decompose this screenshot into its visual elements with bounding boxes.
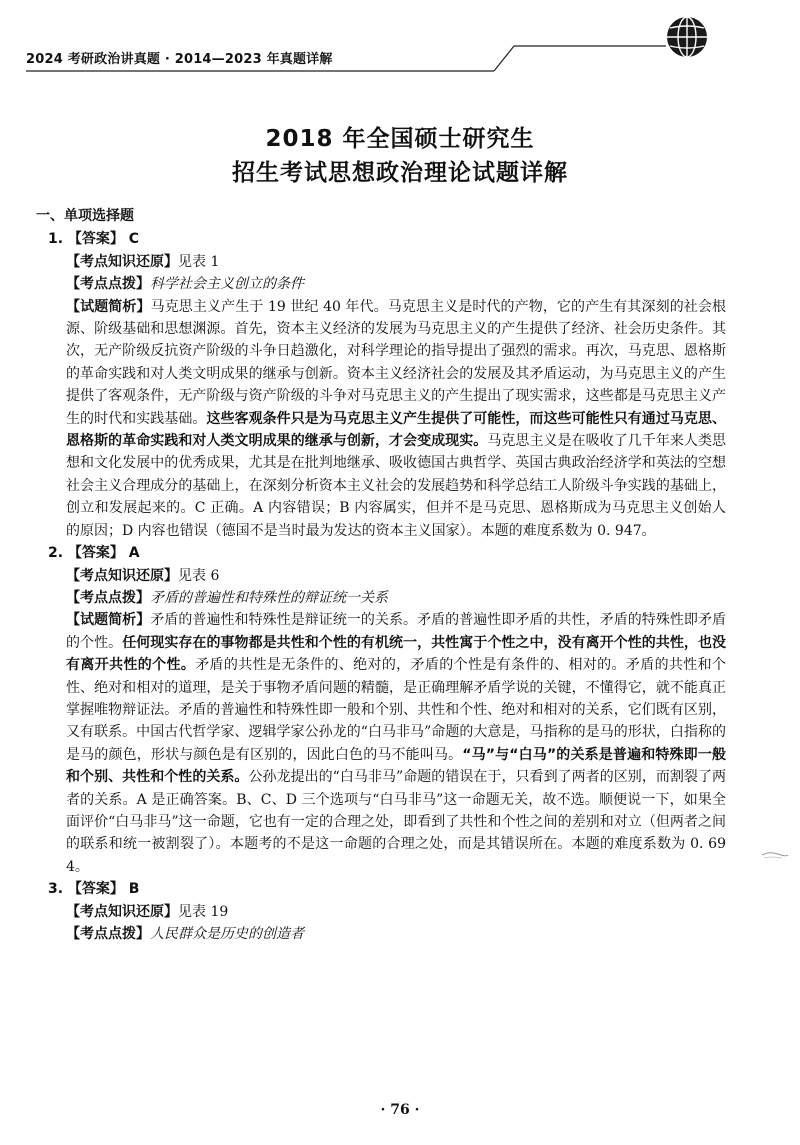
analysis-paragraph: [36, 296, 726, 542]
knowledge-line: [36, 251, 726, 273]
analysis-text: 矛盾的共性是无条件的、绝对的，矛盾的个性是有条件的、相对的。矛盾的共性和个性、绝对和相对的道理，是关于事物矛盾问题的精髓，是正确理解矛盾学说的关键，不懂得它，就不能真正掌握唯物辩证法。矛盾的普遍性和特殊性即一般和个别、共性和个性、绝对和相对的关系，它们既有区别，又有联系。中国古代哲学家、逻辑学家公孙龙的“白马非马”命题的大意是，马指称的是马的形状，白指称的是马的颜色，形状与颜色是有区别的，因此白色的马不能叫马。: [66, 657, 727, 763]
analysis-label: 【试题简析】: [66, 612, 151, 629]
knowledge-label: 【考点知识还原】: [66, 567, 178, 584]
knowledge-value: 见表 19: [178, 903, 229, 920]
question-2: [36, 542, 726, 878]
question-answer-heading: 3. 【答案】 B: [48, 881, 140, 898]
knowledge-line: [36, 565, 726, 587]
analysis-label: 【试题简析】: [66, 298, 151, 315]
page-number: · 76 ·: [380, 1102, 420, 1118]
analysis-text: 马克思主义是在吸收了几千年来人类思想和文化发展中的优秀成果，尤其是在批判地继承、吸收德国古典哲学、英国古典政治经济学和英法的空想社会主义合理成分的基础上，在深刻分析资本主义社会的发展趋势和科学总结工人阶级斗争实践的基础上，创立和发展起来的。C 正确。A 内容错误；B 内容属实，但并不是马克思、恩格斯成为马克思主义创始人的原因；D 内容也错误（德国不是当时最为发达的资本主义国家）。本题的难度系数为 0. 947。: [66, 433, 727, 539]
page-title-line-1: 2018 年全国硕士研究生: [265, 126, 535, 152]
point-value: 人民群众是历史的创造者: [150, 926, 304, 942]
knowledge-label: 【考点知识还原】: [66, 253, 178, 270]
knowledge-line: [36, 901, 726, 923]
margin-smudge: [760, 848, 790, 862]
point-line: [36, 587, 726, 609]
knowledge-label: 【考点知识还原】: [66, 903, 178, 920]
analysis-emphasis: 这些客观条件只是为马克思主义产生提供了可能性，而这些可能性只有通过马克思、恩格斯的革命实践和对人类文明成果的继承与创新，才会变成现实。: [66, 410, 727, 450]
page-title-line-2: 招生考试思想政治理论试题详解: [232, 160, 568, 186]
point-label: 【考点点拨】: [66, 589, 150, 606]
analysis-emphasis: 任何现实存在的事物都是共性和个性的有机统一，共性寓于个性之中，没有离开个性的共性，也没有离开共性的个性。: [66, 634, 727, 674]
knowledge-value: 见表 6: [178, 567, 220, 584]
question-answer-heading: 1. 【答案】 C: [48, 231, 140, 248]
running-header: [26, 44, 726, 76]
analysis-paragraph: [36, 609, 726, 878]
section-title: 一、单项选择题: [36, 208, 134, 224]
point-label: 【考点点拨】: [66, 926, 150, 942]
point-value: 矛盾的普遍性和特殊性的辩证统一关系: [150, 589, 388, 606]
question-answer-heading: 2. 【答案】 A: [48, 545, 140, 562]
running-title: 2024 考研政治讲真题 · 2014—2023 年真题详解: [26, 52, 333, 67]
point-line: [36, 273, 726, 295]
question-1: [36, 228, 726, 542]
question-3: [36, 878, 726, 945]
answer-content: [36, 205, 726, 945]
knowledge-value: 见表 1: [178, 253, 220, 270]
analysis-text: 马克思主义产生于 19 世纪 40 年代。马克思主义是时代的产物，它的产生有其深刻的社会根源、阶级基础和思想渊源。首先，资本主义经济的发展为马克思主义的产生提供了经济、社会历史条件。其次，无产阶级反抗资产阶级的斗争日趋激化，对科学理论的指导提出了强烈的需求。再次，马克思、恩格斯的革命实践和对人类文明成果的继承与创新。资本主义经济社会的发展及其矛盾运动，为马克思主义的产生提供了客观条件，无产阶级与资产阶级的斗争对马克思主义的产生提出了现实需求，这些都是马克思主义产生的时代和实践基础。: [66, 298, 727, 427]
analysis-text: 公孙龙提出的“白马非马”命题的错误在于，只看到了两者的区别，而割裂了两者的关系。A 是正确答案。B、C、D 三个选项与“白马非马”这一命题无关，故不选。顺便说一下，如果全面评价“白马非马”这一命题，它也有一定的合理之处，即看到了共性和个性之间的差别和对立（但两者之间的联系和统一被割裂了）。本题考的不是这一命题的合理之处，而是其错误所在。本题的难度系数为 0. 694。: [66, 769, 727, 875]
globe-logo-icon: [664, 14, 710, 60]
analysis-text: 矛盾的普遍性和特殊性是辩证统一的关系。矛盾的普遍性即矛盾的共性，矛盾的特殊性即矛盾的个性。: [66, 612, 727, 651]
point-value: 科学社会主义创立的条件: [150, 276, 304, 293]
analysis-emphasis: “马”与“白马”的关系是普遍和特殊即一般和个别、共性和个性的关系。: [66, 746, 726, 786]
point-line: [36, 923, 726, 945]
point-label: 【考点点拨】: [66, 276, 150, 293]
